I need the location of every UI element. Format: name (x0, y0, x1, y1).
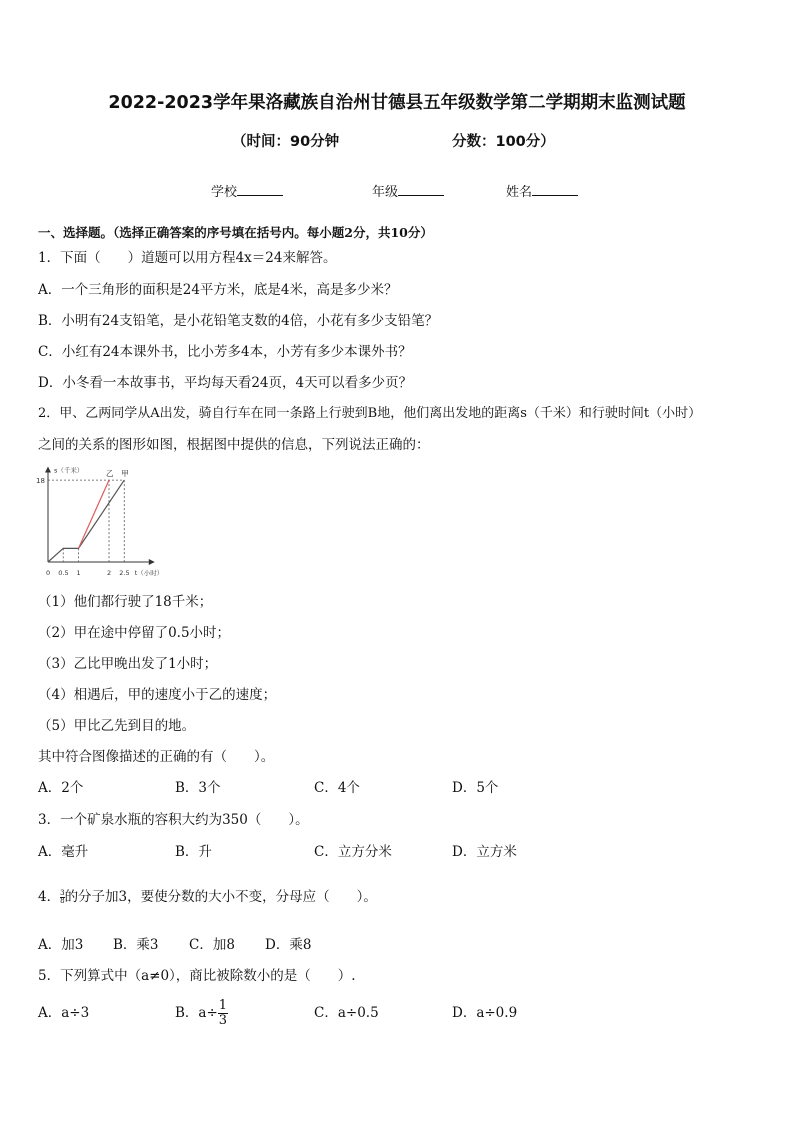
q4-fraction-numerator: 3 (60, 889, 65, 897)
q5-option-a: A．a÷3 (38, 1005, 90, 1021)
q2-statement-2: （2）甲在途中停留了0.5小时； (38, 625, 231, 641)
series-line-0 (48, 480, 124, 562)
q5-option-b-numerator: 1 (218, 998, 228, 1013)
q3-option-b: B．升 (175, 844, 212, 860)
q5-option-d: D．a÷0.9 (452, 1005, 518, 1021)
section-heading: 一、选择题。（选择正确答案的序号填在括号内。每小题2分，共10分） (38, 225, 433, 240)
q4-option-c: C．加8 (189, 937, 235, 953)
q2-stem-line2: 之间的关系的图形如图，根据图中提供的信息，下列说法正确的： (38, 437, 430, 453)
series-label-1: 乙 (106, 469, 114, 479)
q2-stem-line1: 2．甲、乙两同学从A出发，骑自行车在同一条路上行驶到B地，他们离出发地的距离s（千米）和行驶时间t（小时） (38, 406, 702, 421)
x-tick-label-4: 2.5 (119, 569, 130, 577)
q5-stem: 5．下列算式中（a≠0），商比被除数小的是（ ）. (38, 968, 356, 984)
x-axis-label: t（小时） (134, 569, 164, 577)
x-axis-arrow (149, 559, 155, 565)
x-tick-label-0: 0 (46, 569, 51, 577)
x-tick-label-2: 1 (76, 569, 81, 577)
page-title: 2022-2023学年果洛藏族自治州甘德县五年级数学第二学期期末监测试题 (108, 93, 686, 113)
q2-statement-3: （3）乙比甲晚出发了1小时； (38, 656, 218, 672)
q4-option-d: D．乘8 (265, 937, 312, 953)
q1-option-d: D．小冬看一本故事书，平均每天看24页，4天可以看多少页？ (38, 375, 413, 391)
series-label-0: 甲 (121, 469, 129, 479)
name-label: 姓名 (506, 185, 533, 200)
school-field[interactable] (211, 181, 283, 200)
series-line-1 (79, 480, 110, 548)
q5-option-c: C．a÷0.5 (314, 1005, 379, 1021)
y-tick-label-0: 18 (36, 477, 45, 486)
q4-option-b: B．乘3 (113, 937, 159, 953)
q1-option-b: B．小明有24支铅笔，是小花铅笔支数的4倍，小花有多少支铅笔？ (38, 313, 439, 329)
q5-option-b-denominator: 3 (218, 1013, 228, 1028)
q3-option-c: C．立方分米 (314, 844, 392, 860)
name-field[interactable] (506, 181, 578, 200)
exam-score: 分数：100分） (452, 134, 555, 150)
grade-label: 年级 (372, 185, 399, 200)
q3-option-a: A．毫升 (38, 844, 89, 860)
y-axis-label: s（千米） (54, 466, 84, 475)
name-blank[interactable] (532, 183, 578, 196)
q2-option-d: D．5个 (452, 780, 499, 796)
q2-option-a: A．2个 (38, 780, 84, 796)
q5-option-b-fraction (218, 999, 228, 1028)
grade-field[interactable] (372, 181, 444, 200)
q2-option-b: B．3个 (175, 780, 221, 796)
q2-ask: 其中符合图像描述的正确的有（ ）。 (38, 749, 275, 765)
distance-time-chart (30, 462, 190, 584)
q2-statement-1: （1）他们都行驶了18千米； (38, 594, 213, 610)
q2-statement-4: （4）相遇后，甲的速度小于乙的速度； (38, 687, 277, 703)
q2-statement-5: （5）甲比乙先到目的地。 (38, 718, 196, 734)
y-axis-arrow (45, 466, 51, 472)
q4-stem-rest: 的分子加3，要使分数的大小不变，分母应（ ）。 (64, 889, 377, 905)
q4-fraction-denominator: 8 (60, 897, 65, 905)
school-label: 学校 (211, 185, 238, 200)
exam-time: （时间：90分钟 (232, 134, 340, 150)
q3-stem: 3．一个矿泉水瓶的容积大约为350（ ）。 (38, 812, 309, 828)
school-blank[interactable] (237, 183, 283, 196)
grade-blank[interactable] (398, 183, 444, 196)
q5-option-b-prefix: B．a÷ (175, 1005, 218, 1021)
q4-option-a: A．加3 (38, 937, 84, 953)
q1-stem: 1．下面（ ）道题可以用方程4x＝24来解答。 (38, 250, 337, 266)
q4-stem (38, 888, 377, 906)
x-tick-label-1: 0.5 (58, 569, 69, 577)
q5-option-b (175, 993, 228, 1033)
q3-option-d: D．立方米 (452, 844, 517, 860)
q4-number: 4． (38, 889, 61, 905)
q1-option-c: C．小红有24本课外书，比小芳多4本，小芳有多少本课外书？ (38, 344, 412, 360)
x-tick-label-3: 2 (107, 569, 112, 577)
q1-option-a: A．一个三角形的面积是24平方米，底是4米，高是多少米？ (38, 282, 398, 298)
q2-option-c: C．4个 (314, 780, 360, 796)
